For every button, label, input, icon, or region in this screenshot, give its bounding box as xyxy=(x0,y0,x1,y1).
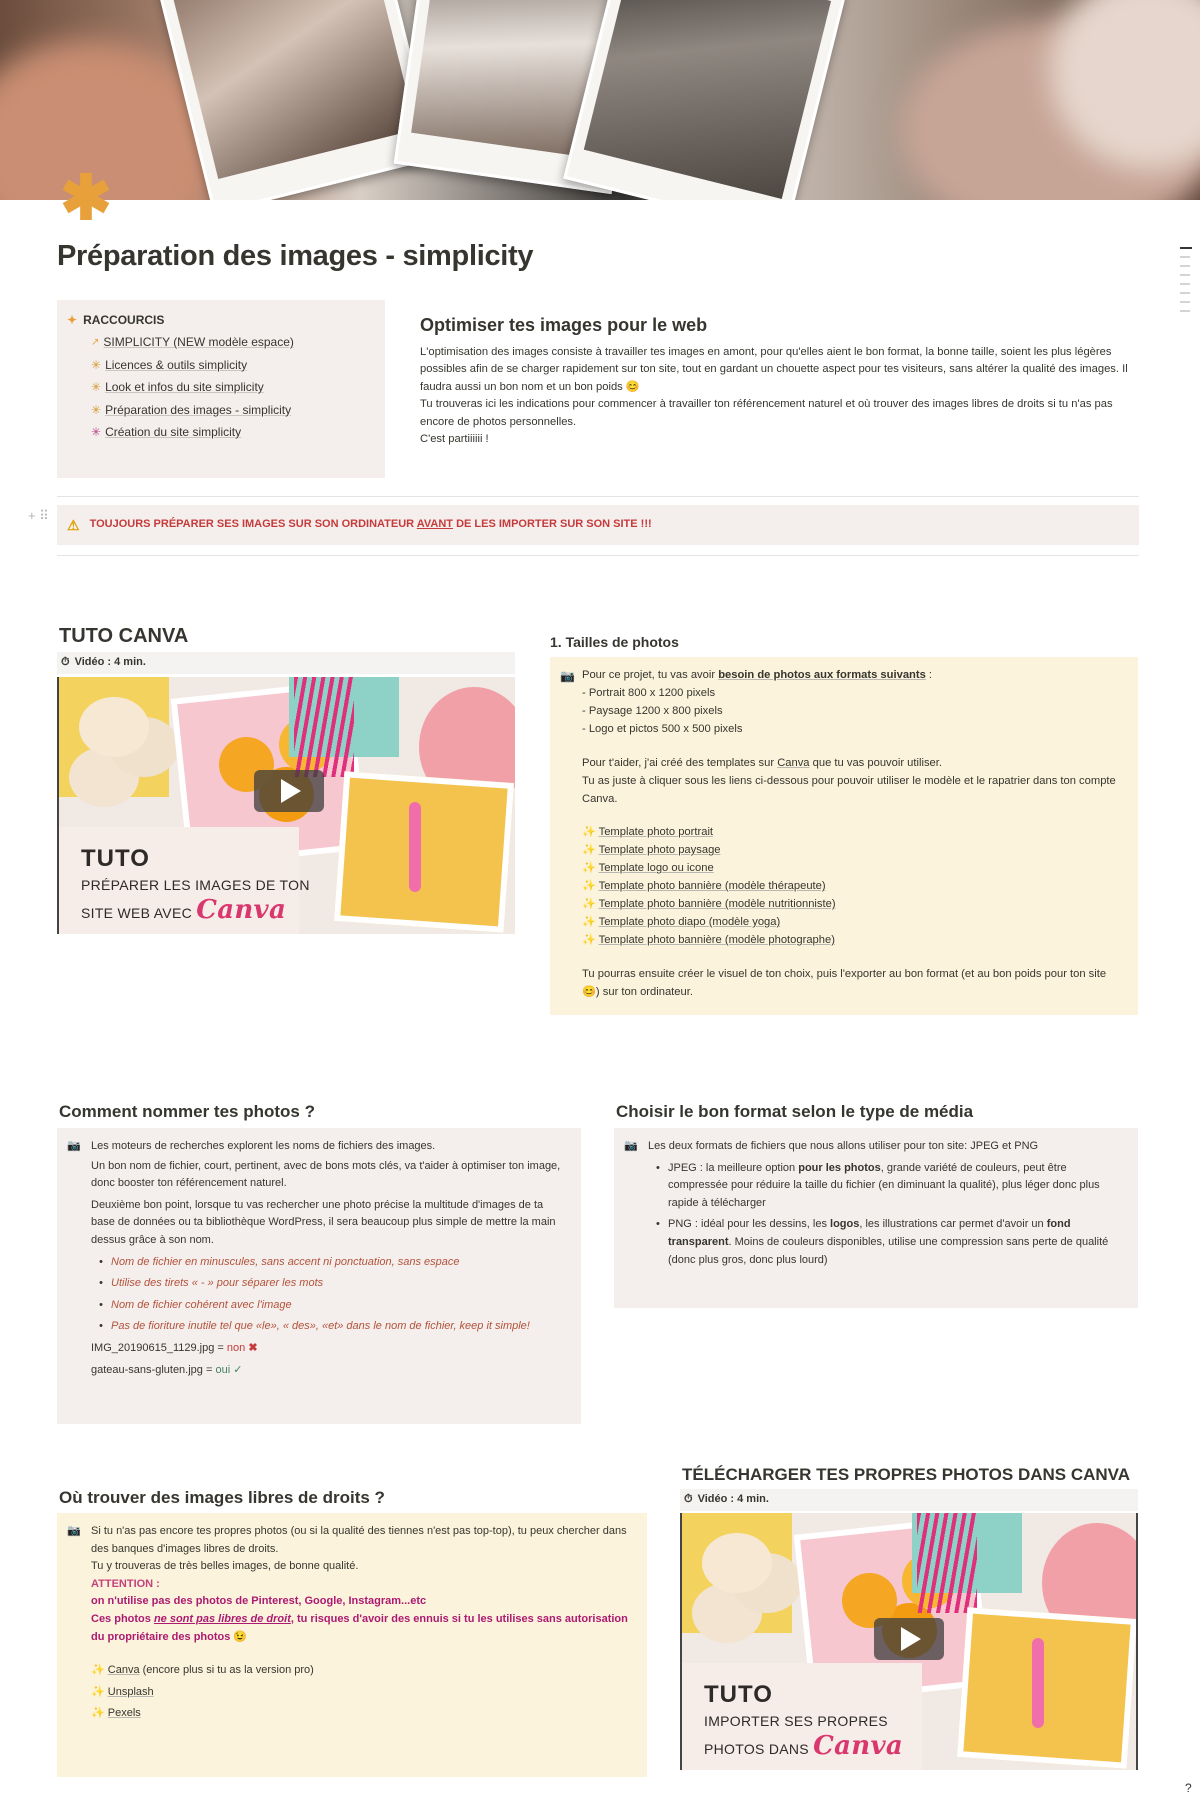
format-heading: Choisir le bon format selon le type de média xyxy=(616,1102,974,1121)
list-item: • Nom de fichier en minuscules, sans accent ni ponctuation, sans espace xyxy=(91,1254,569,1272)
template-link[interactable]: ✨ Template photo diapo (modèle yoga) xyxy=(582,916,781,929)
cross-mark-icon: ✖ xyxy=(248,1341,258,1354)
sparkles-icon: ✨ xyxy=(582,880,596,893)
camera-icon: 📷 xyxy=(624,1140,638,1152)
shortcut-link-licences[interactable]: ✳ Licences & outils simplicity xyxy=(91,357,375,374)
list-item: • JPEG : la meilleure option pour les photos, grande variété de couleurs, peut être compressée pour réduire la taille du fichier (en diminuant la qualité), plus léger donc plus rapide à télécharger xyxy=(648,1160,1126,1213)
play-icon xyxy=(281,779,301,803)
template-link[interactable]: ✨ Template photo portrait xyxy=(582,826,714,839)
sparkles-icon: ✨ xyxy=(582,916,596,929)
cover-image xyxy=(0,0,1200,200)
camera-icon: 📷 xyxy=(67,1140,81,1152)
divider xyxy=(57,555,1139,556)
shortcuts-heading: ✦ RACCOURCIS xyxy=(67,312,375,329)
sparkles-icon: ✨ xyxy=(582,898,596,911)
list-item: • PNG : idéal pour les dessins, les logos, les illustrations car permet d'avoir un fond transparent. Moins de couleurs disponibles, utilise une compression sans perte de qualité (donc plus gros, donc plus lourd) xyxy=(648,1216,1126,1269)
sparkles-icon: ✨ xyxy=(582,844,596,857)
video-duration-label: ⏱ Vidéo : 4 min. xyxy=(57,652,515,674)
asterisk-icon: ✳ xyxy=(91,380,102,395)
naming-callout: 📷 Les moteurs de recherches explorent les noms de fichiers des images. Un bon nom de fichier, court, pertinent, avec de bons mots clés, va t'aider à optimiser ton image, donc booster ton référencement naturel. Deuxième bon point, lorsque tu vas rechercher une photo précise la multitude d'images de ta base de données ou ta bibliothèque WordPress, il sera beaucoup plus simple de mettre la main dessus grâce à son nom. • Nom de fichier en minuscules, sans accent ni ponctuation, sans espace • Utilise des tirets « - » pour séparer les mots • Nom de fichier cohérent avec l'image • Pas de fioriture inutile tel que «le», « des», «et» dans le nom de fichier, keep it simple! IMG_20190615_1129.jpg = non ✖ gateau-sans-gluten.jpg = oui ✓ xyxy=(57,1128,581,1424)
stopwatch-icon: ⏱ xyxy=(61,656,70,669)
sparkles-icon: ✨ xyxy=(582,933,596,946)
play-button[interactable] xyxy=(874,1618,944,1660)
sizes-heading: 1. Tailles de photos xyxy=(550,634,679,650)
check-mark-icon: ✓ xyxy=(233,1363,243,1376)
intro-paragraph: L'optimisation des images consiste à travailler tes images en amont, pour qu'elles aient le bon format, la bonne taille, soient les plus légères possibles afin de se charger rapidement sur ton site, tout en gardant un chouette aspect pour tes visiteurs, sans altérer la qualité des images. Il faudra aussi un bon nom et un bon poids 😊 xyxy=(420,346,1128,393)
sparkles-icon: ✨ xyxy=(91,1685,105,1698)
page-title: Préparation des images - simplicity xyxy=(57,240,534,272)
sizes-callout: 📷 Pour ce projet, tu vas avoir besoin de photos aux formats suivants : - Portrait 800 x 1200 pixels - Paysage 1200 x 800 pixels - Logo et pictos 500 x 500 pixels Pour t'aider, j'ai créé des templates sur Canva que tu vas pouvoir utiliser. Tu as juste à cliquer sous les liens ci-dessous pour pouvoir utiliser le modèle et le rapatrier dans ton compte Canva. ✨ Template photo portrait ✨ Template photo paysage ✨ Template logo ou icone ✨ Template photo bannière (modèle thérapeute) ✨ Template photo bannière (modèle nutritionniste) ✨ Template photo diapo (modèle yoga) ✨ Template photo bannière (modèle photographe) Tu pourras ensuite créer le visuel de ton choix, puis l'exporter au bon format (et au bon poids pour ton site 😊) sur ton ordinateur. xyxy=(550,657,1138,1015)
divider xyxy=(57,496,1139,497)
template-link[interactable]: ✨ Template logo ou icone xyxy=(582,862,714,875)
block-drag-handle[interactable]: + ⠿ xyxy=(28,508,49,523)
asterisk-icon: ✳ xyxy=(91,357,102,372)
asterisk-icon: ✱ xyxy=(60,164,112,233)
list-item: • Utilise des tirets « - » pour séparer les mots xyxy=(91,1275,569,1293)
video-thumbnail-canva[interactable]: TUTO PRÉPARER LES IMAGES DE TON SITE WEB AVEC Canva xyxy=(57,677,515,934)
stopwatch-icon: ⏱ xyxy=(684,1493,693,1506)
source-link-unsplash[interactable]: ✨ Unsplash xyxy=(91,1685,154,1698)
sparkles-icon: ✨ xyxy=(91,1664,105,1677)
play-button[interactable] xyxy=(254,770,324,812)
camera-icon: 📷 xyxy=(560,669,575,683)
sparkles-icon: ✨ xyxy=(582,862,596,875)
shortcut-link-simplicity[interactable]: ↗ SIMPLICITY (NEW modèle espace) xyxy=(91,335,294,350)
template-link[interactable]: ✨ Template photo bannière (modèle thérapeute) xyxy=(582,880,826,893)
free-images-callout: 📷 Si tu n'as pas encore tes propres photos (ou si la qualité des tiennes n'est pas top-top), tu peux chercher dans des banques d'images libres de droits. Tu y trouveras de très belles images, de bonne qualité. ATTENTION : on n'utilise pas des photos de Pinterest, Google, Instagram...etc Ces photos ne sont pas libres de droit, tu risques d'avoir des ennuis si tu les utilises sans autorisation du propriétaire des photos 😉 ✨ Canva (encore plus si tu as la version pro) ✨ Unsplash ✨ Pexels xyxy=(57,1513,647,1777)
sparkles-icon: ✨ xyxy=(582,826,596,839)
upload-heading: TÉLÉCHARGER TES PROPRES PHOTOS DANS CANVA xyxy=(682,1465,1131,1484)
video-duration-label: ⏱ Vidéo : 4 min. xyxy=(680,1489,1138,1511)
template-link[interactable]: ✨ Template photo bannière (modèle nutritionniste) xyxy=(582,898,836,911)
arrow-icon: ↗ xyxy=(91,336,100,348)
intro-paragraph: C'est partiiiiii ! xyxy=(420,432,489,445)
warning-icon: ⚠ xyxy=(67,516,80,533)
naming-heading: Comment nommer tes photos ? xyxy=(59,1102,315,1121)
list-item: • Nom de fichier cohérent avec l'image xyxy=(91,1297,569,1315)
canva-link[interactable]: Canva xyxy=(777,756,810,769)
warning-callout: ⚠ TOUJOURS PRÉPARER SES IMAGES SUR SON ORDINATEUR AVANT DE LES IMPORTER SUR SON SITE !!! xyxy=(57,505,1139,545)
tuto-canva-heading: TUTO CANVA xyxy=(59,625,189,647)
sparkles-icon: ✨ xyxy=(91,1707,105,1720)
asterisk-icon: ✳ xyxy=(91,402,102,417)
help-icon[interactable]: ? xyxy=(1185,1781,1192,1795)
table-of-contents-markers[interactable] xyxy=(1180,247,1192,319)
shortcut-link-look[interactable]: ✳ Look et infos du site simplicity xyxy=(91,379,375,396)
shortcut-link-preparation[interactable]: ✳ Préparation des images - simplicity xyxy=(91,402,375,419)
list-item: • Pas de fioriture inutile tel que «le», « des», «et» dans le nom de fichier, keep it simple! xyxy=(91,1318,569,1336)
play-icon xyxy=(901,1627,921,1651)
format-callout: 📷 Les deux formats de fichiers que nous allons utiliser pour ton site: JPEG et PNG • JPEG : la meilleure option pour les photos, grande variété de couleurs, peut être compressée pour réduire la taille du fichier (en diminuant la qualité), plus léger donc plus rapide à télécharger • PNG : idéal pour les dessins, les logos, les illustrations car permet d'avoir un fond transparent. Moins de couleurs disponibles, utilise une compression sans perte de qualité (donc plus gros, donc plus lourd) xyxy=(614,1128,1138,1308)
free-images-heading: Où trouver des images libres de droits ? xyxy=(59,1488,385,1507)
intro-heading: Optimiser tes images pour le web xyxy=(420,315,708,335)
video-thumbnail-upload[interactable]: TUTO IMPORTER SES PROPRES PHOTOS DANS Canva xyxy=(680,1513,1138,1770)
intro-section xyxy=(420,312,1140,448)
template-link[interactable]: ✨ Template photo paysage xyxy=(582,844,721,857)
shortcut-link-creation[interactable]: ✳ Création du site simplicity xyxy=(91,424,375,441)
source-link-pexels[interactable]: ✨ Pexels xyxy=(91,1707,141,1720)
source-link-canva[interactable]: ✨ Canva (encore plus si tu as la version pro) xyxy=(91,1664,314,1677)
asterisk-icon: ✳ xyxy=(91,424,102,439)
intro-paragraph: Tu trouveras ici les indications pour commencer à travailler ton référencement naturel et où trouver des images libres de droits si tu n'as pas encore de photos personnelles. xyxy=(420,398,1113,428)
camera-icon: 📷 xyxy=(67,1525,81,1537)
sparkles-icon: ✦ xyxy=(67,313,78,327)
shortcuts-panel xyxy=(57,300,385,478)
template-link[interactable]: ✨ Template photo bannière (modèle photographe) xyxy=(582,933,835,946)
